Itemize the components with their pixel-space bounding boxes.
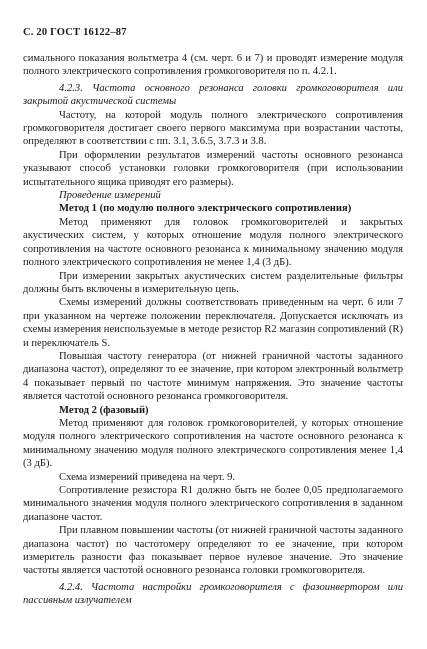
document-body [23,52,403,608]
paragraph: Метод применяют для головок громкоговорителей, у которых отношение модуля полного электрического сопротивления на частоте основного резонанса к минимальному значению модуля полного электрического сопротивления менее 1,4 (3 дБ). [23,417,403,470]
paragraph: симального показания вольтметра 4 (см. черт. 6 и 7) и проводят измерение модуля полного электрического сопротивления громкоговорителя по п. 4.2.1. [23,53,403,78]
section-heading-4-2-4: 4.2.4. Частота настройки громкоговорителя с фазоинвертором или пассивным излучателем [23,581,403,607]
subheading-measurements: Проведение измерений [59,190,161,202]
paragraph: Метод применяют для головок громкоговорителей и закрытых акустических систем, у которых отношение модуля полного электрического сопротивления на частоте основного резонанса к минимальному значению модуля полного электрического сопротивления не менее 1,4 (3 дБ). [23,216,403,269]
section-heading-4-2-3: 4.2.3. Частота основного резонанса головки громкоговорителя или закрытой акустической системы [23,82,403,108]
method-1-heading: Метод 1 (по модулю полного электрического сопротивления) [59,203,352,215]
paragraph: При измерении закрытых акустических систем разделительные фильтры должны быть включены в измерительную цепь. [23,270,403,295]
method-2-heading: Метод 2 (фазовый) [59,404,149,416]
paragraph: Схемы измерений должны соответствовать приведенным на черт. 6 или 7 при указанном на чертеже положении переключателя. Допускается исключать из схемы измерения неиспользуемые в методе резистор R2 магазин сопротивлений (R) и переключатель S. [23,297,403,349]
page-header: С. 20 ГОСТ 16122–87 [23,27,127,38]
paragraph: Частоту, на которой модуль полного электрического сопротивления громкоговорителя достигает своего первого максимума при возрастании частоты, определяют в соответствии с пп. 3.1, 3.6.5, 3.7.3 и 3.8. [23,109,403,148]
paragraph: При оформлении результатов измерений частоты основного резонанса указывают способ установки головки громкоговорителя (при использовании испытательного ящика приводят его размеры). [23,149,403,188]
paragraph: Повышая частоту генератора (от нижней граничной частоты заданного диапазона частот), определяют то ее значение, при котором электронный вольтметр 4 показывает первый по частоте минимум напряжения. Это значение частоты является частотой основного резонанса громкоговорителя. [23,350,403,403]
paragraph: Схема измерений приведена на черт. 9. [59,471,236,483]
paragraph: Сопротивление резистора R1 должно быть не более 0,05 предполагаемого минимального значения модуля полного электрического сопротивления в заданном диапазоне частот. [23,485,403,523]
paragraph: При плавном повышении частоты (от нижней граничной частоты заданного диапазона частот) по частотомеру определяют то ее значение, при котором измеритель разности фаз показывает первое нулевое значение. Это значение частоты является частотой основного резонанса головки громкоговорителя. [23,525,403,577]
